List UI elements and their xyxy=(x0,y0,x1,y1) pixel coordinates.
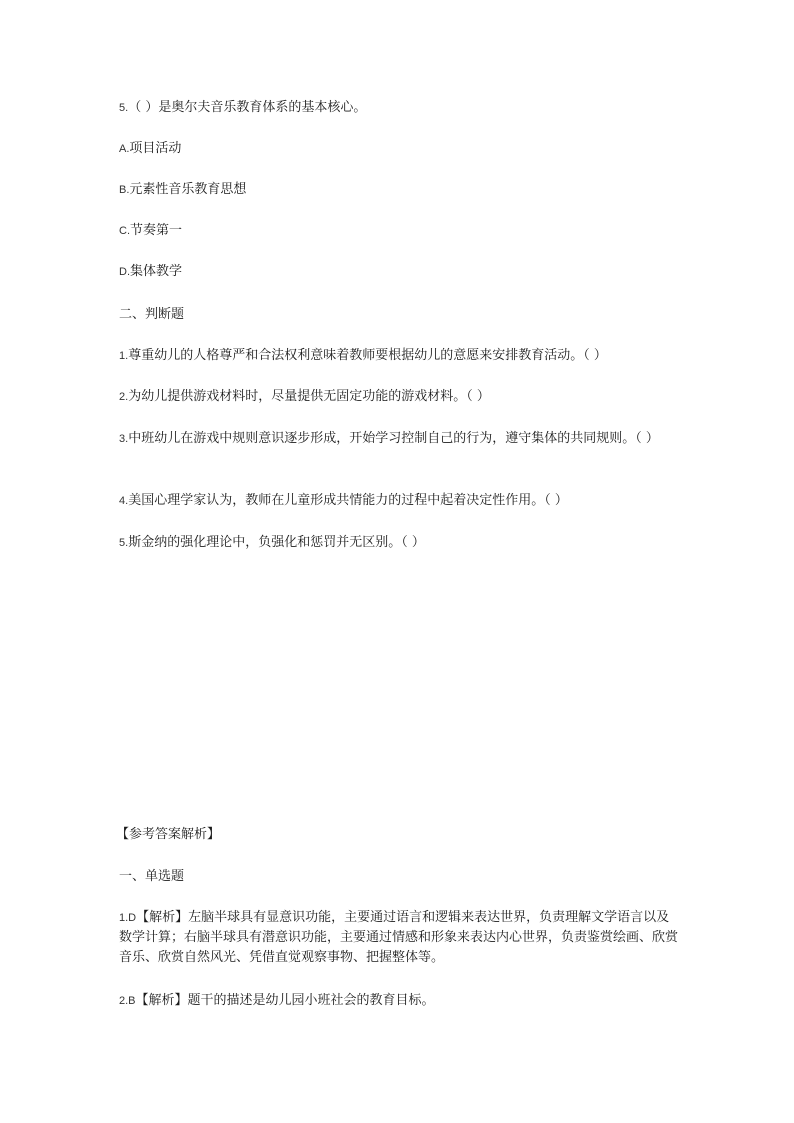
judgement-item-4 xyxy=(119,491,568,511)
question-number: 5. xyxy=(119,102,129,114)
option-text: 项目活动 xyxy=(129,141,182,156)
option-text: 集体教学 xyxy=(130,264,183,279)
item-text: 为幼儿提供游戏材料时，尽量提供无固定功能的游戏材料。（ ） xyxy=(128,389,490,404)
option-b xyxy=(119,180,246,200)
item-text: 美国心理学家认为，教师在儿童形成共情能力的过程中起着决定性作用。（ ） xyxy=(128,493,568,508)
option-letter: A. xyxy=(119,143,130,155)
option-text: 元素性音乐教育思想 xyxy=(129,182,247,197)
answer-2 xyxy=(119,991,435,1011)
option-d xyxy=(119,262,182,282)
option-text: 节奏第一 xyxy=(130,223,183,238)
option-letter: B. xyxy=(119,184,130,196)
option-c xyxy=(119,221,182,241)
item-text: 尊重幼儿的人格尊严和合法权利意味着教师要根据幼儿的意愿来安排教育活动。（ ） xyxy=(128,348,607,363)
item-number: 3. xyxy=(119,433,129,445)
answer-text: 【解析】左脑半球具有显意识功能，主要通过语言和逻辑来表达世界，负责理解文学语言以及数学计算；右脑半球具有潜意识功能，主要通过情感和形象来表达内心世界，负责鉴赏绘画、欣赏音乐、欣赏自然风光、凭借直觉观察事物、把握整体等。 xyxy=(119,910,679,965)
question-text: （ ）是奥尔夫音乐教育体系的基本核心。 xyxy=(128,100,367,115)
judgement-item-2 xyxy=(119,387,490,407)
item-text: 斯金纳的强化理论中，负强化和惩罚并无区别。（ ） xyxy=(128,535,425,550)
answer-text: 【解析】题干的描述是幼儿园小班社会的教育目标。 xyxy=(135,993,435,1008)
judgement-item-5 xyxy=(119,533,425,553)
option-a xyxy=(119,139,181,159)
answer-number: 2.B xyxy=(119,995,136,1007)
single-choice-heading: 一、单选题 xyxy=(119,869,185,884)
item-number: 2. xyxy=(119,391,129,403)
answer-section-title: 【参考答案解析】 xyxy=(116,827,221,842)
judgement-heading: 二、判断题 xyxy=(119,307,185,322)
answer-1 xyxy=(119,908,679,968)
option-letter: C. xyxy=(119,225,130,237)
item-number: 4. xyxy=(119,495,129,507)
item-number: 5. xyxy=(119,537,129,549)
answer-number: 1.D xyxy=(119,912,137,924)
judgement-item-1 xyxy=(119,346,607,366)
option-letter: D. xyxy=(119,266,130,278)
question-5-stem xyxy=(119,98,366,118)
judgement-item-3 xyxy=(119,429,679,449)
item-text: 中班幼儿在游戏中规则意识逐步形成，开始学习控制自己的行为，遵守集体的共同规则。（ ） xyxy=(128,431,659,446)
item-number: 1. xyxy=(119,350,129,362)
